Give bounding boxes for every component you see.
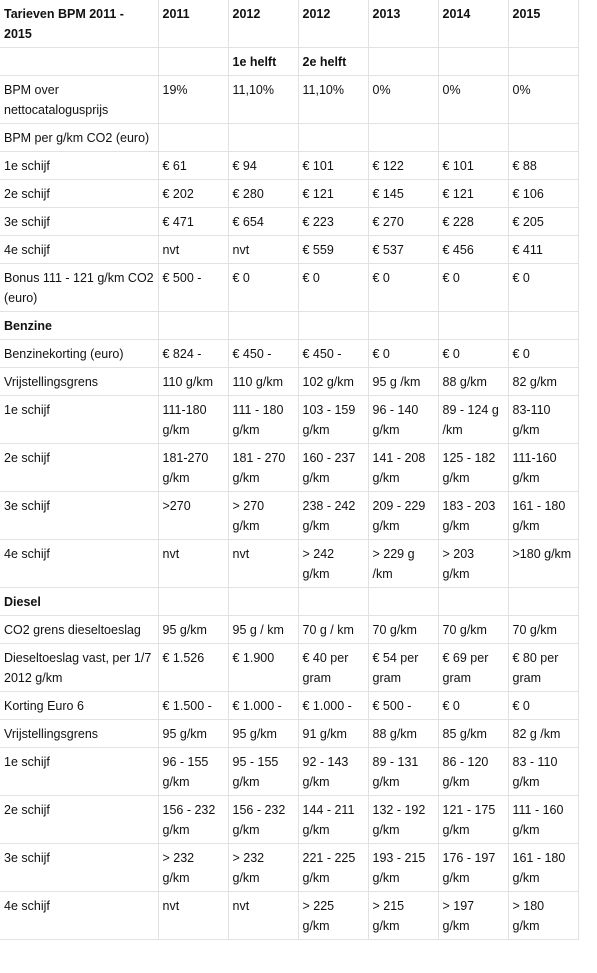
table-cell: € 54 per gram (368, 644, 438, 692)
table-row (0, 396, 578, 444)
row-label: Benzinekorting (euro) (0, 340, 158, 368)
table-cell: 83 - 110 g/km (508, 748, 578, 796)
table-cell: > 270 g/km (228, 492, 298, 540)
table-row (0, 748, 578, 796)
row-label: 2e schijf (0, 180, 158, 208)
table-cell: € 0 (368, 340, 438, 368)
column-header-2014: 2014 (438, 0, 508, 48)
table-cell: nvt (158, 540, 228, 588)
table-cell: nvt (158, 236, 228, 264)
subheader-row (0, 48, 578, 76)
table-cell: nvt (228, 236, 298, 264)
table-cell: >270 (158, 492, 228, 540)
table-cell: € 88 (508, 152, 578, 180)
table-cell: € 80 per gram (508, 644, 578, 692)
table-row (0, 340, 578, 368)
table-cell (228, 588, 298, 616)
table-cell: € 1.526 (158, 644, 228, 692)
subheader-second-half: 2e helft (298, 48, 368, 76)
row-label: 3e schijf (0, 208, 158, 236)
table-cell: € 0 (298, 264, 368, 312)
table-cell: € 0 (438, 264, 508, 312)
table-cell (298, 588, 368, 616)
table-cell: 82 g /km (508, 720, 578, 748)
row-label: CO2 grens dieseltoeslag (0, 616, 158, 644)
table-cell: € 101 (438, 152, 508, 180)
table-cell: € 450 - (298, 340, 368, 368)
column-header-2011: 2011 (158, 0, 228, 48)
table-cell: € 824 - (158, 340, 228, 368)
table-cell: 70 g / km (298, 616, 368, 644)
table-cell: € 106 (508, 180, 578, 208)
table-cell: € 0 (228, 264, 298, 312)
table-cell: 96 - 140 g/km (368, 396, 438, 444)
table-cell: 161 - 180 g/km (508, 844, 578, 892)
table-cell (368, 312, 438, 340)
header-row (0, 0, 578, 48)
table-cell: 110 g/km (158, 368, 228, 396)
table-cell: > 225 g/km (298, 892, 368, 940)
table-cell: € 228 (438, 208, 508, 236)
table-cell: € 121 (298, 180, 368, 208)
table-cell: 209 - 229 g/km (368, 492, 438, 540)
table-cell: 0% (508, 76, 578, 124)
table-cell: 183 - 203 g/km (438, 492, 508, 540)
table-row (0, 720, 578, 748)
table-cell: 160 - 237 g/km (298, 444, 368, 492)
row-label: 2e schijf (0, 796, 158, 844)
row-label: 3e schijf (0, 844, 158, 892)
table-head (0, 0, 578, 48)
table-cell: € 101 (298, 152, 368, 180)
row-label: 1e schijf (0, 748, 158, 796)
table-cell: 0% (438, 76, 508, 124)
table-cell (368, 588, 438, 616)
table-cell (298, 124, 368, 152)
table-cell: € 205 (508, 208, 578, 236)
table-cell: € 61 (158, 152, 228, 180)
table-cell (298, 312, 368, 340)
table-cell: 89 - 124 g /km (438, 396, 508, 444)
table-cell: > 232 g/km (228, 844, 298, 892)
table-cell: 95 g /km (368, 368, 438, 396)
table-cell: 95 g/km (158, 720, 228, 748)
table-cell: > 215 g/km (368, 892, 438, 940)
table-cell: 82 g/km (508, 368, 578, 396)
section-heading-diesel: Diesel (0, 588, 158, 616)
table-cell (508, 48, 578, 76)
table-cell: 141 - 208 g/km (368, 444, 438, 492)
table-cell: 238 - 242 g/km (298, 492, 368, 540)
row-label: 1e schijf (0, 152, 158, 180)
table-cell: 96 - 155 g/km (158, 748, 228, 796)
table-cell: € 280 (228, 180, 298, 208)
table-cell: 103 - 159 g/km (298, 396, 368, 444)
row-label: Dieseltoeslag vast, per 1/7 2012 g/km (0, 644, 158, 692)
table-cell (368, 124, 438, 152)
table-cell: 70 g/km (508, 616, 578, 644)
table-cell: 181 - 270 g/km (228, 444, 298, 492)
table-cell: € 122 (368, 152, 438, 180)
table-cell (158, 48, 228, 76)
table-cell: € 0 (508, 340, 578, 368)
table-cell: € 1.000 - (298, 692, 368, 720)
table-cell: 83-110 g/km (508, 396, 578, 444)
column-header-2013: 2013 (368, 0, 438, 48)
table-cell: 19% (158, 76, 228, 124)
table-cell: 125 - 182 g/km (438, 444, 508, 492)
table-cell (508, 588, 578, 616)
table-cell: 92 - 143 g/km (298, 748, 368, 796)
table-cell: > 242 g/km (298, 540, 368, 588)
table-cell: 144 - 211 g/km (298, 796, 368, 844)
table-cell: € 270 (368, 208, 438, 236)
table-cell: € 411 (508, 236, 578, 264)
table-cell (438, 588, 508, 616)
table-row (0, 444, 578, 492)
table-cell (158, 588, 228, 616)
table-cell: 102 g/km (298, 368, 368, 396)
row-label: 3e schijf (0, 492, 158, 540)
table-cell: nvt (158, 892, 228, 940)
row-label: 4e schijf (0, 892, 158, 940)
column-header-2012-second: 2012 (298, 0, 368, 48)
table-cell (508, 124, 578, 152)
table-cell: > 229 g /km (368, 540, 438, 588)
table-cell: 132 - 192 g/km (368, 796, 438, 844)
table-cell: nvt (228, 540, 298, 588)
table-cell: € 94 (228, 152, 298, 180)
table-cell: 95 - 155 g/km (228, 748, 298, 796)
subheader-first-half: 1e helft (228, 48, 298, 76)
section-heading-benzine: Benzine (0, 312, 158, 340)
table-cell: 91 g/km (298, 720, 368, 748)
table-cell (438, 124, 508, 152)
table-cell: 156 - 232 g/km (228, 796, 298, 844)
table-cell: € 500 - (158, 264, 228, 312)
table-cell: € 1.000 - (228, 692, 298, 720)
column-header-2012-first: 2012 (228, 0, 298, 48)
table-cell: 70 g/km (368, 616, 438, 644)
table-row (0, 368, 578, 396)
table-cell (0, 48, 158, 76)
table-cell: 110 g/km (228, 368, 298, 396)
table-cell (158, 312, 228, 340)
table-cell: € 40 per gram (298, 644, 368, 692)
table-cell (158, 124, 228, 152)
table-cell: 176 - 197 g/km (438, 844, 508, 892)
table-cell (228, 312, 298, 340)
row-label: Bonus 111 - 121 g/km CO2 (euro) (0, 264, 158, 312)
table-cell: € 69 per gram (438, 644, 508, 692)
table-row (0, 76, 578, 124)
table-row (0, 208, 578, 236)
table-row (0, 264, 578, 312)
table-cell (438, 312, 508, 340)
row-label: Vrijstellingsgrens (0, 720, 158, 748)
table-row (0, 540, 578, 588)
table-cell (438, 48, 508, 76)
table-cell: 193 - 215 g/km (368, 844, 438, 892)
table-row (0, 892, 578, 940)
row-label: 4e schijf (0, 540, 158, 588)
table-cell: 95 g/km (228, 720, 298, 748)
table-row (0, 692, 578, 720)
table-cell: € 654 (228, 208, 298, 236)
table-row (0, 152, 578, 180)
table-cell: 111-180 g/km (158, 396, 228, 444)
section-heading-diesel-row (0, 588, 578, 616)
table-row (0, 492, 578, 540)
table-cell: 11,10% (228, 76, 298, 124)
table-cell: 85 g/km (438, 720, 508, 748)
row-label: 2e schijf (0, 444, 158, 492)
table-cell: 70 g/km (438, 616, 508, 644)
table-cell: € 0 (508, 264, 578, 312)
table-cell: € 559 (298, 236, 368, 264)
table-cell (508, 312, 578, 340)
table-cell: > 197 g/km (438, 892, 508, 940)
table-cell: 0% (368, 76, 438, 124)
table-cell (228, 124, 298, 152)
table-row (0, 124, 578, 152)
table-cell: 111-160 g/km (508, 444, 578, 492)
table-row (0, 844, 578, 892)
table-title: Tarieven BPM 2011 - 2015 (0, 0, 158, 48)
row-label: 4e schijf (0, 236, 158, 264)
table-cell: € 0 (438, 692, 508, 720)
table-row (0, 180, 578, 208)
table-cell: 121 - 175 g/km (438, 796, 508, 844)
table-cell: € 0 (368, 264, 438, 312)
table-cell: 88 g/km (368, 720, 438, 748)
table-cell: >180 g/km (508, 540, 578, 588)
table-cell (368, 48, 438, 76)
table-cell: 111 - 160 g/km (508, 796, 578, 844)
table-cell: 11,10% (298, 76, 368, 124)
table-cell: 86 - 120 g/km (438, 748, 508, 796)
table-cell: € 456 (438, 236, 508, 264)
table-cell: 181-270 g/km (158, 444, 228, 492)
table-cell: € 450 - (228, 340, 298, 368)
table-cell: € 145 (368, 180, 438, 208)
table-cell: € 537 (368, 236, 438, 264)
table-row (0, 616, 578, 644)
table-cell: € 0 (438, 340, 508, 368)
table-row (0, 644, 578, 692)
table-cell: 95 g / km (228, 616, 298, 644)
section-heading-benzine-row (0, 312, 578, 340)
table-cell: € 1.500 - (158, 692, 228, 720)
table-cell: 221 - 225 g/km (298, 844, 368, 892)
column-header-2015: 2015 (508, 0, 578, 48)
table-row (0, 236, 578, 264)
table-cell: > 203 g/km (438, 540, 508, 588)
table-cell: 89 - 131 g/km (368, 748, 438, 796)
row-label: 1e schijf (0, 396, 158, 444)
table-cell: € 500 - (368, 692, 438, 720)
table-cell: € 121 (438, 180, 508, 208)
table-cell: 111 - 180 g/km (228, 396, 298, 444)
table-cell: € 223 (298, 208, 368, 236)
table-cell: 156 - 232 g/km (158, 796, 228, 844)
table-cell: nvt (228, 892, 298, 940)
row-label: BPM per g/km CO2 (euro) (0, 124, 158, 152)
table-cell: 88 g/km (438, 368, 508, 396)
table-body (0, 48, 578, 940)
table-cell: € 202 (158, 180, 228, 208)
row-label: BPM over nettocatalogusprijs (0, 76, 158, 124)
table-cell: 95 g/km (158, 616, 228, 644)
row-label: Korting Euro 6 (0, 692, 158, 720)
table-cell: € 471 (158, 208, 228, 236)
table-cell: 161 - 180 g/km (508, 492, 578, 540)
row-label: Vrijstellingsgrens (0, 368, 158, 396)
table-cell: € 0 (508, 692, 578, 720)
table-cell: > 180 g/km (508, 892, 578, 940)
table-cell: € 1.900 (228, 644, 298, 692)
table-row (0, 796, 578, 844)
table-cell: > 232 g/km (158, 844, 228, 892)
